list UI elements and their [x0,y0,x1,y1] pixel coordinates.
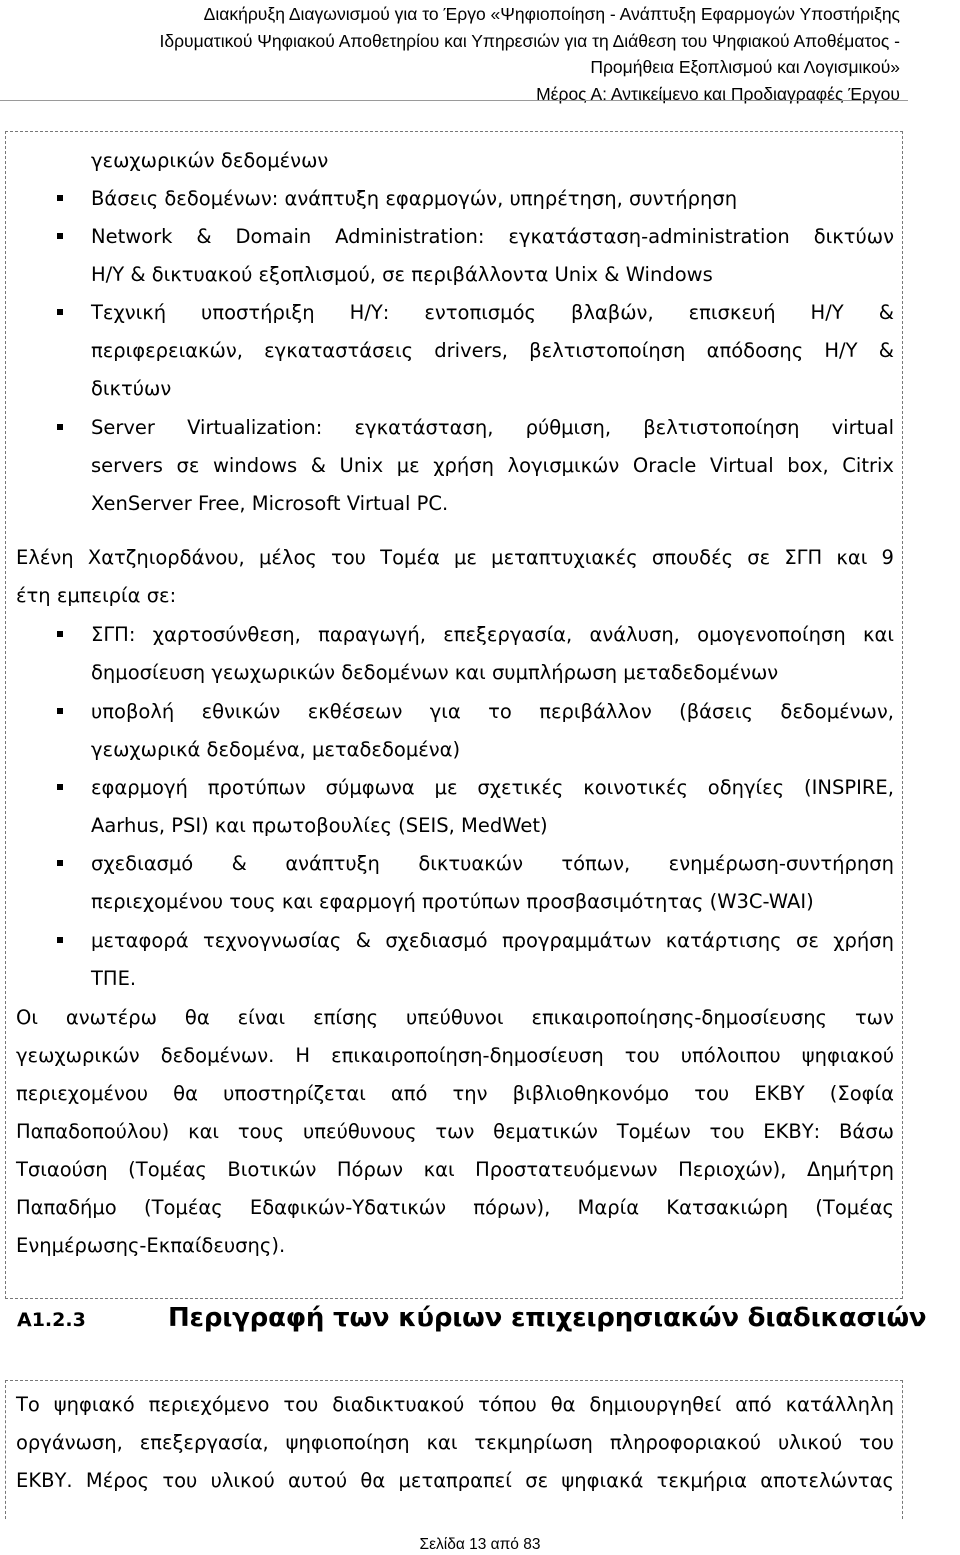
word: εθνικών [201,700,281,723]
bullet-square-icon [57,860,63,866]
word: επεξεργασία, [139,1431,269,1454]
word: Πόρων [336,1158,404,1181]
word: και [423,1158,455,1181]
word: ανάπτυξη [285,852,380,875]
word: θα [173,1082,198,1105]
word: Οι [16,1006,38,1029]
list-item [91,845,894,883]
word: πληροφοριακού [609,1431,762,1454]
word: το [488,700,512,723]
word: & [196,225,212,248]
word: οδηγίες [707,776,785,799]
word: Citrix [842,454,894,477]
list-item [91,769,894,807]
word: και [863,623,894,646]
word: ΣΓΠ: [91,623,136,646]
word: με [396,454,420,477]
word: Unix [339,454,384,477]
list-item [91,218,894,256]
list-item-continuation: δημοσίευση γεωχωρικών δεδομένων και συμπλήρωση μεταδεδομένων [91,661,779,684]
word: δικτυακών [418,852,523,875]
word: υποστήριξη [201,301,315,324]
word: Εδαφικών-Υδατικών [249,1196,446,1219]
word: Τεχνική [91,301,167,324]
word: μέλος [258,546,317,569]
word: (Σοφία [829,1082,894,1105]
paragraph-line: έτη εμπειρία σε: [16,584,177,607]
word: (βάσεις [679,700,753,723]
word: Προστατευόμενων [475,1158,658,1181]
paragraph-line [16,1189,894,1227]
word: Το [16,1393,40,1416]
word: Μαρία [577,1196,640,1219]
section-number: Α1.2.3 [17,1309,86,1331]
word: Τομέων [616,1120,691,1143]
word: περιεχόμενο [148,1393,270,1416]
word: βελτιστοποίηση [643,416,800,439]
text-line: γεωχωρικών δεδομένων [91,149,329,172]
word: αποτελώντας [760,1469,894,1492]
word: του [283,1393,319,1416]
paragraph-line: Ενημέρωσης-Εκπαίδευσης). [16,1234,286,1257]
bullet-square-icon [57,708,63,714]
word: σύμφωνα [325,776,415,799]
word: εγκαταστάσεις [264,339,414,362]
word: & [310,454,326,477]
word: Oracle [632,454,697,477]
word: & [355,929,371,952]
word: Η/Υ [810,301,844,324]
word: πόρων), [473,1196,551,1219]
word: & [878,301,894,324]
list-item: Βάσεις δεδομένων: ανάπτυξη εφαρμογών, υπηρέτηση, συντήρηση [91,187,738,210]
header-divider [0,100,908,101]
word: δεδομένων. [160,1044,275,1067]
word: επίσης [313,1006,379,1029]
word: ομογενοποίηση [697,623,846,646]
word: προγραμμάτων [501,929,652,952]
word: drivers, [434,339,508,362]
word: και [188,1120,220,1143]
word: από [390,1082,428,1105]
word: Βιοτικών [227,1158,317,1181]
bullet-square-icon [57,424,63,430]
word: ανωτέρω [65,1006,157,1029]
word: Virtual [709,454,774,477]
word: διαδικτυακού [332,1393,465,1416]
list-item [91,294,894,332]
word: σε [747,546,771,569]
word: ΕΚΒΥ: [763,1120,821,1143]
paragraph-line [16,1113,894,1151]
word: και [426,1431,458,1454]
word: υπεύθυνους [303,1120,417,1143]
word: επεξεργασία, [443,623,573,646]
word: ΕΚΒΥ. [16,1469,73,1492]
list-item-continuation: Η/Υ & δικτυακού εξοπλισμού, σε περιβάλλοντα Unix & Windows [91,263,713,286]
word: για [429,700,461,723]
word: Περιοχών), [678,1158,787,1181]
word: υλικού [210,1469,275,1492]
word: Τομέα [380,546,440,569]
paragraph-line [16,999,894,1037]
word: υλικού [777,1431,843,1454]
word: γεωχωρικών [16,1044,140,1067]
word: προτύπων [207,776,306,799]
word: Τσιαούση [16,1158,108,1181]
word: σχεδιασμό [385,929,488,952]
word: χρήση [433,454,494,477]
word: περιεχομένου [16,1082,149,1105]
bullet-square-icon [57,309,63,315]
paragraph-line [16,1424,894,1462]
word: μεταπραπεί [398,1469,512,1492]
word: υποβολή [91,700,175,723]
word: θα [184,1006,210,1029]
word: Μέρος [85,1469,150,1492]
word: θεματικών [493,1120,598,1143]
list-item [91,922,894,960]
word: οργάνωση, [16,1431,123,1454]
word: του [709,1120,745,1143]
word: ψηφιακού [801,1044,894,1067]
word: σε [525,1469,549,1492]
list-item [91,693,894,731]
list-item-continuation [91,332,894,370]
word: περιφερειακών, [91,339,243,362]
word: σχεδιασμό [91,852,194,875]
paragraph-line [16,1037,894,1075]
list-item-continuation: δικτύων [91,377,172,400]
word: (Τομέας [128,1158,207,1181]
paragraph-line [16,1075,894,1113]
word: Ελένη [16,546,74,569]
word: Βάσω [839,1120,894,1143]
word: Virtualization: [187,416,323,439]
word: είναι [237,1006,286,1029]
word: χαρτοσύνθεση, [152,623,301,646]
header-line-2: Ιδρυματικού Ψηφιακού Αποθετηρίου και Υπηρεσιών για τη Διάθεση του Ψηφιακού Αποθέματος - [159,30,900,51]
word: θα [550,1393,576,1416]
word: απόδοσης [706,339,804,362]
list-item-continuation: γεωχωρικά δεδομένα, μεταδεδομένα) [91,738,461,761]
word: ΣΓΠ [784,546,823,569]
word: του [859,1431,894,1454]
word: υπεύθυνοι [406,1006,504,1029]
word: servers [91,454,163,477]
word: μεταπτυχιακές [491,546,638,569]
word: Server [91,416,155,439]
word: ΕΚΒΥ [754,1082,805,1105]
word: ενημέρωση-συντήρηση [668,852,894,875]
list-item-continuation: Aarhus, PSI) και πρωτοβουλίες (SEIS, MedWet) [91,814,548,837]
word: Κατσακιώρη [666,1196,789,1219]
word: κατάρτισης [665,929,782,952]
word: κοινοτικές [583,776,688,799]
word: (Τομέας [143,1196,223,1219]
word: Administration: [335,225,485,248]
word: τόπων, [561,852,631,875]
word: την [452,1082,488,1105]
word: με [434,776,458,799]
word: δημιουργηθεί [589,1393,722,1416]
word: βλαβών, [570,301,654,324]
word: θα [360,1469,386,1492]
word: του [694,1082,730,1105]
paragraph-line [16,1151,894,1189]
word: εγκατάσταση-administration [508,225,790,248]
word: Δημήτρη [806,1158,894,1181]
word: τόπου [478,1393,537,1416]
word: windows [212,454,298,477]
word: Domain [235,225,312,248]
bullet-square-icon [57,784,63,790]
word: τεχνογνωσίας [202,929,342,952]
page-number: Σελίδα 13 από 83 [419,1536,541,1553]
list-item-continuation: ΤΠΕ. [91,967,137,990]
word: βελτιστοποίηση [529,339,686,362]
word: ψηφιακό [53,1393,135,1416]
bullet-square-icon [57,195,63,201]
list-item [91,409,894,447]
word: (Τομέας [815,1196,894,1219]
text-frame [5,131,903,1299]
word: ψηφιοποίηση [285,1431,410,1454]
word: Παπαδοπούλου) [16,1120,170,1143]
word: κατάλληλη [785,1393,894,1416]
word: επισκευή [688,301,776,324]
word: υποστηρίζεται [223,1082,366,1105]
word: βιβλιοθηκονόμο [512,1082,670,1105]
word: και [836,546,868,569]
word: υπόλοιπου [680,1044,781,1067]
header-line-1: Διακήρυξη Διαγωνισμού για το Έργο «Ψηφιοποίηση - Ανάπτυξη Εφαρμογών Υποστήριξης [203,4,900,24]
word: Παπαδήμο [16,1196,117,1219]
word: περιβάλλον [539,700,652,723]
word: του [331,546,366,569]
bullet-square-icon [57,937,63,943]
word: & [878,339,894,362]
bullet-square-icon [57,233,63,239]
word: δεδομένων, [780,700,894,723]
word: box, [787,454,829,477]
word: σπουδές [651,546,734,569]
word: Χατζηιορδάνου, [87,546,245,569]
text-frame-2 [5,1380,903,1519]
word: ρύθμιση, [525,416,612,439]
word: αυτού [288,1469,348,1492]
list-item-continuation: περιεχομένου τους και εφαρμογή προτύπων προσβασιμότητας (W3C-WAI) [91,890,814,913]
word: των [854,1006,894,1029]
word: ανάλυση, [589,623,680,646]
section-title: Περιγραφή των κύριων επιχειρησιακών διαδικασιών [168,1303,927,1333]
word: ψηφιακά [561,1469,644,1492]
word: εφαρμογή [91,776,188,799]
word: του [162,1469,198,1492]
word: Network [91,225,173,248]
word: του [624,1044,660,1067]
paragraph-line [16,1386,894,1424]
word: με [454,546,477,569]
word: χρήση [833,929,894,952]
word: παραγωγή, [318,623,426,646]
word: (INSPIRE, [804,776,894,799]
bullet-square-icon [57,631,63,637]
list-item-continuation [91,447,894,485]
word: σε [795,929,819,952]
word: Η/Υ [824,339,858,362]
word: σχετικές [477,776,564,799]
word: τεκμηρίωση [474,1431,593,1454]
word: επικαιροποίηση-δημοσίευση [331,1044,604,1067]
word: & [231,852,247,875]
word: μεταφορά [91,929,189,952]
word: από [735,1393,772,1416]
list-item [91,616,894,654]
word: τους [237,1120,285,1143]
paragraph-line [16,539,894,577]
word: επικαιροποίησης-δημοσίευσης [531,1006,827,1029]
word: εκθέσεων [307,700,403,723]
word: σε [176,454,200,477]
word: εγκατάσταση, [354,416,494,439]
header-line-4: Μέρος Α: Αντικείμενο και Προδιαγραφές Έργου [536,83,900,104]
word: τεκμήρια [656,1469,747,1492]
word: δικτύων [813,225,894,248]
word: εντοπισμός [424,301,536,324]
list-item-continuation: XenServer Free, Microsoft Virtual PC. [91,492,449,515]
word: Η [295,1044,311,1067]
header-line-3: Προμήθεια Εξοπλισμού και Λογισμικού» [590,57,900,77]
word: 9 [881,546,894,569]
word: Η/Υ: [349,301,390,324]
page-header [0,0,900,107]
word: λογισμικών [507,454,620,477]
word: των [435,1120,475,1143]
word: virtual [831,416,894,439]
paragraph-line [16,1462,894,1500]
